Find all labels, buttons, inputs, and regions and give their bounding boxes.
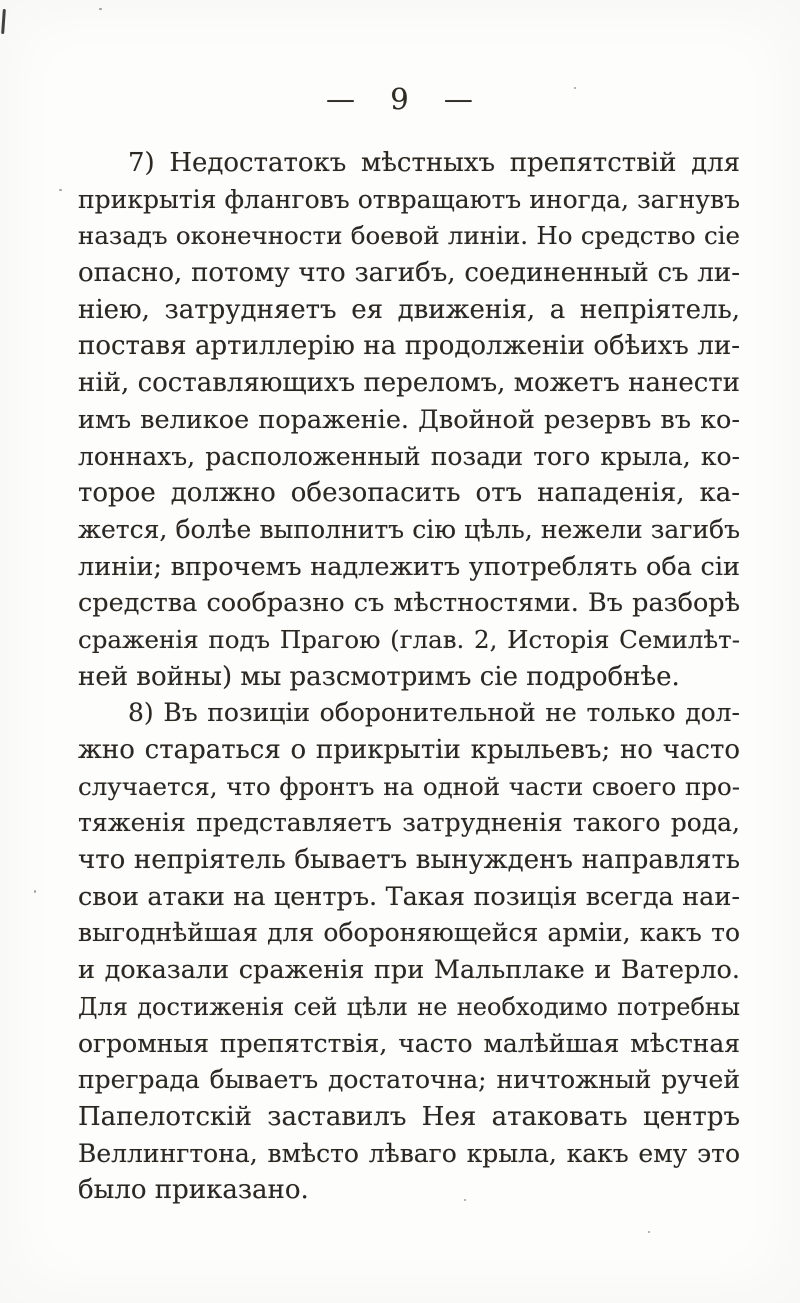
scan-speck — [648, 1231, 650, 1233]
scan-speck — [59, 189, 62, 191]
text-line: выгоднѣйшая для обороняющейся арміи, какъ то — [78, 918, 740, 948]
text-line: случается, что фронтъ на одной части своего про- — [78, 771, 740, 801]
text-line: сраженія подъ Прагою (глав. 2, Исторія Семилѣт- — [78, 624, 740, 654]
text-line: имъ великое пораженіе. Двойной резервъ въ ко- — [78, 404, 740, 435]
text-line: поставя артиллерію на продолженіи обѣихъ ли- — [78, 331, 740, 362]
text-line: опасно, потому что загибъ, соединенный съ ли- — [78, 258, 740, 289]
text-line: средства сообразно съ мѣстностями. Въ разборѣ — [78, 588, 740, 619]
text-line: огромныя препятствія, часто малѣйшая мѣстная — [78, 1028, 740, 1058]
paragraph — [78, 695, 740, 1209]
text-line: жно стараться о прикрытіи крыльевъ; но часто — [78, 735, 740, 765]
scan-speck — [99, 8, 102, 10]
text-line: прикрытія фланговъ отвращаютъ иногда, загнувъ — [78, 184, 740, 214]
scan-edge-artifact — [1, 9, 6, 34]
text-line: было приказано. — [78, 1175, 309, 1206]
text-line: жется, болѣе выполнитъ сію цѣль, нежели загибъ — [78, 514, 740, 544]
text-line: линіи; впрочемъ надлежитъ употреблять оба сіи — [78, 551, 740, 582]
text-line: 7) Недостатокъ мѣстныхъ препятствій для — [128, 148, 740, 178]
page-text — [78, 145, 740, 1209]
text-line: преграда бываетъ достаточна; ничтожный ручей — [78, 1065, 740, 1095]
scan-speck — [34, 890, 36, 893]
text-line: тяженія представляетъ затрудненія такого рода, — [78, 808, 740, 838]
text-line: свои атаки на центръ. Такая позиція всегда наи- — [78, 881, 740, 912]
text-line: лоннахъ, расположенный позади того крыла, ко- — [78, 441, 740, 471]
text-line: 8) Въ позиціи оборонительной не только дол- — [128, 698, 740, 728]
text-line: ній, составляющихъ переломъ, можетъ нанести — [78, 368, 740, 399]
text-line: что непріятель бываетъ вынужденъ направлять — [78, 845, 740, 876]
text-line: назадъ оконечности боевой линіи. Но средство сіе — [78, 221, 740, 251]
text-line: ніею, затрудняетъ ея движенія, а непріятель, — [78, 294, 740, 325]
page-number-header: — 9 — — [326, 82, 474, 116]
text-line: Папелотскій заставилъ Нея атаковать центръ — [78, 1101, 740, 1132]
text-line: ней войны) мы разсмотримъ сіе подробнѣе. — [78, 661, 680, 692]
text-line: торое должно обезопасить отъ нападенія, ка- — [78, 478, 740, 509]
text-line: Для достиженія сей цѣли не необходимо потребны — [78, 992, 740, 1021]
paragraph — [78, 145, 740, 695]
text-line: и доказали сраженія при Мальплаке и Ватерло. — [78, 955, 740, 986]
text-line: Веллингтона, вмѣсто лѣваго крыла, какъ ему это — [78, 1138, 740, 1168]
